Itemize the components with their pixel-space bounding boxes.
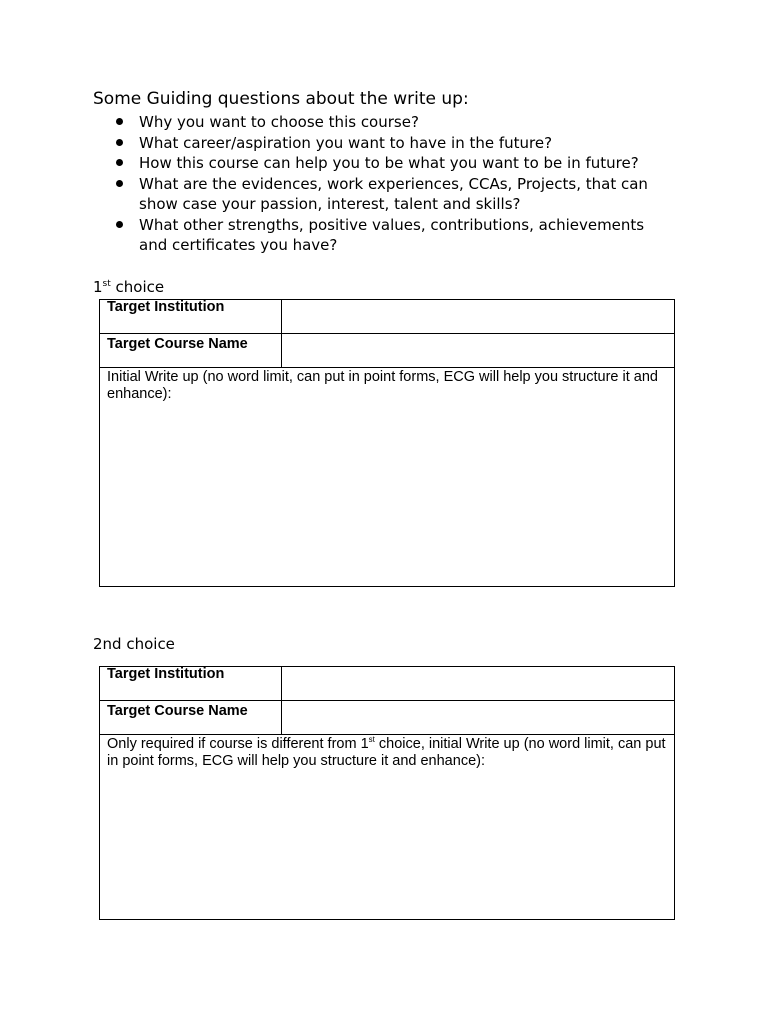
list-item	[116, 153, 676, 174]
table-row	[100, 701, 675, 735]
bullet-icon	[116, 118, 123, 125]
question-text: How this course can help you to be what you want to be in future?	[139, 154, 639, 172]
writeup-prompt-before: Only required if course is different from 1	[107, 736, 369, 752]
table-row	[100, 368, 675, 587]
first-choice-number: 1	[93, 278, 103, 296]
bullet-icon	[116, 180, 123, 187]
question-text: What are the evidences, work experiences, CCAs, Projects, that can show case your passion, interest, talent and skills?	[139, 174, 648, 213]
second-choice-label: 2nd choice	[93, 635, 175, 653]
table-row	[100, 667, 675, 701]
question-text: What career/aspiration you want to have in the future?	[139, 133, 553, 152]
list-item	[116, 133, 676, 154]
target-course-name-label: Target Course Name	[100, 701, 282, 735]
writeup-field[interactable]	[100, 735, 675, 920]
table-row	[100, 300, 675, 334]
list-item	[116, 112, 676, 133]
bullet-icon	[116, 221, 123, 228]
list-item	[116, 215, 676, 256]
writeup-prompt-after: choice, initial Write up (no word limit, can put in point forms, ECG will help you structure it and enhance):	[107, 736, 666, 769]
target-course-name-label: Target Course Name	[100, 334, 282, 368]
bullet-icon	[116, 159, 123, 166]
target-institution-field[interactable]	[282, 667, 675, 701]
question-text: What other strengths, positive values, contributions, achievements and certificates you have?	[139, 215, 645, 254]
first-choice-text: choice	[110, 278, 165, 296]
writeup-prompt-sup: st	[368, 735, 375, 744]
guiding-questions-heading: Some Guiding questions about the write up:	[93, 89, 469, 109]
target-institution-field[interactable]	[282, 300, 675, 334]
list-item	[116, 174, 676, 215]
target-course-name-field[interactable]	[282, 701, 675, 735]
second-choice-table	[99, 666, 675, 920]
bullet-icon	[116, 139, 123, 146]
first-choice-label	[93, 277, 164, 297]
table-row	[100, 334, 675, 368]
first-choice-suffix: st	[102, 279, 111, 289]
writeup-field[interactable]	[100, 368, 675, 587]
target-institution-label: Target Institution	[100, 667, 282, 701]
target-institution-label: Target Institution	[100, 300, 282, 334]
table-row	[100, 735, 675, 920]
guiding-questions-list	[116, 112, 676, 256]
first-choice-table	[99, 299, 675, 587]
target-course-name-field[interactable]	[282, 334, 675, 368]
question-text: Why you want to choose this course?	[139, 113, 419, 131]
writeup-prompt: Initial Write up (no word limit, can put in point forms, ECG will help you structure it and enhance):	[107, 369, 658, 402]
